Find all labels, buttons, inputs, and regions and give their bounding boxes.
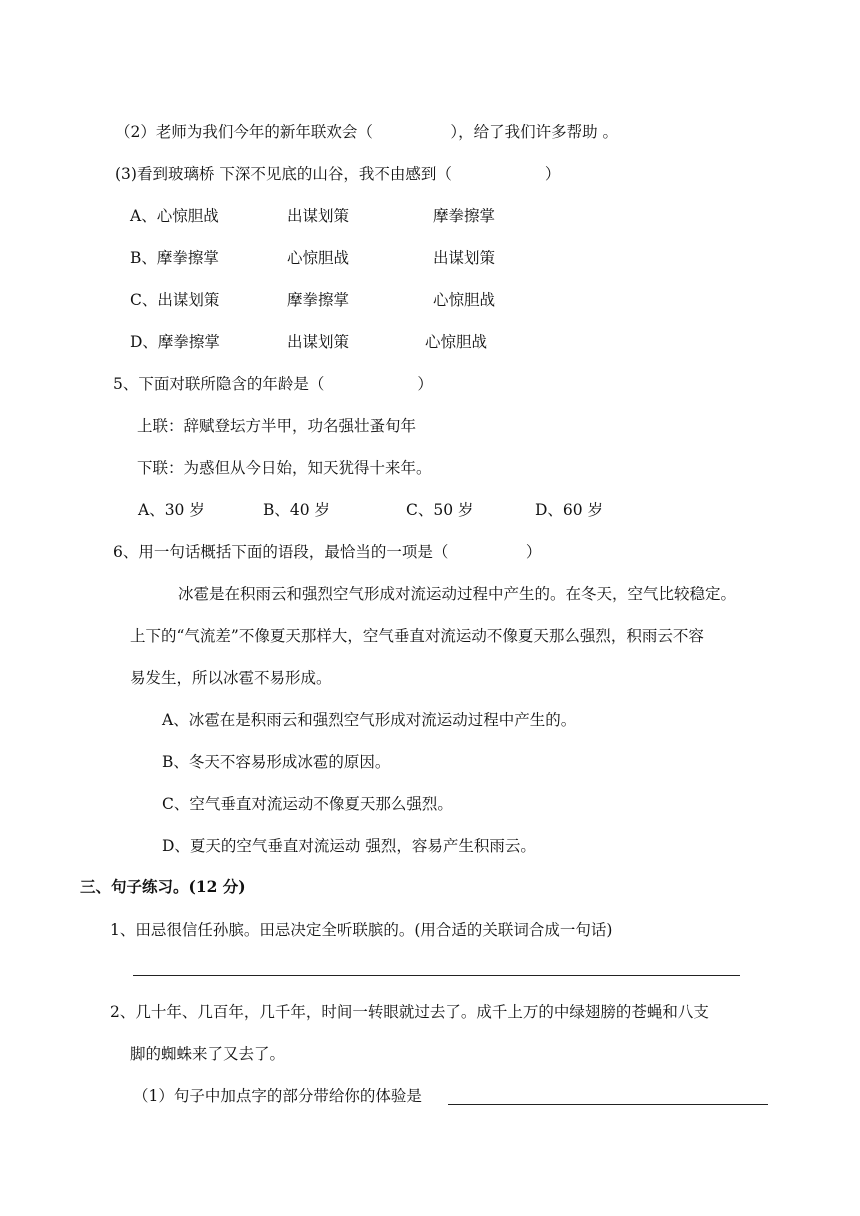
question-4-2: （2）老师为我们今年的新年联欢会（ ），给了我们许多帮助 。 xyxy=(115,123,619,141)
answer-line-2 xyxy=(448,1104,768,1105)
summary-option-d: D、夏天的空气垂直对流运动 强烈，容易产生积雨云。 xyxy=(162,837,536,855)
passage-line-3: 易发生，所以冰雹不易形成。 xyxy=(130,669,332,687)
couplet-lower: 下联：为惑但从今日始，知天犹得十来年。 xyxy=(137,459,432,477)
option-c-2: 摩拳擦掌 xyxy=(287,291,350,309)
age-option-b: B、40 岁 xyxy=(263,501,331,519)
age-option-d: D、60 岁 xyxy=(535,501,604,519)
option-b-1: B、摩拳擦掌 xyxy=(130,249,219,267)
option-a-1: A、心惊胆战 xyxy=(130,207,219,225)
age-option-a: A、30 岁 xyxy=(138,501,205,519)
summary-option-c: C、空气垂直对流运动不像夏天那么强烈。 xyxy=(162,795,453,813)
option-c-1: C、出谋划策 xyxy=(130,291,220,309)
option-a-3: 摩拳擦掌 xyxy=(433,207,496,225)
age-option-c: C、50 岁 xyxy=(406,501,474,519)
option-b-3: 出谋划策 xyxy=(433,249,496,267)
couplet-upper: 上联：辞赋登坛方半甲，功名强壮蚤旬年 xyxy=(137,417,417,435)
option-d-1: D、摩拳擦掌 xyxy=(130,333,220,351)
option-d-2: 出谋划策 xyxy=(287,333,350,351)
section-3-heading: 三、句子练习。(12 分) xyxy=(80,877,246,896)
option-a-2: 出谋划策 xyxy=(287,207,350,225)
question-5: 5、下面对联所隐含的年龄是（ ） xyxy=(113,375,433,393)
sentence-question-2-cont: 脚的蜘蛛来了又去了。 xyxy=(130,1045,286,1063)
option-b-2: 心惊胆战 xyxy=(287,249,350,267)
sentence-question-1: 1、田忌很信任孙膑。田忌决定全听联膑的。(用合适的关联词合成一句话) xyxy=(110,921,613,939)
question-4-3: (3)看到玻璃桥 下深不见底的山谷，我不由感到（ ） xyxy=(115,165,561,183)
summary-option-a: A、冰雹在是积雨云和强烈空气形成对流运动过程中产生的。 xyxy=(162,711,577,729)
question-6: 6、用一句话概括下面的语段，最恰当的一项是（ ） xyxy=(113,543,542,561)
summary-option-b: B、冬天不容易形成冰雹的原因。 xyxy=(162,753,391,771)
answer-line-1 xyxy=(133,975,740,976)
passage-line-2: 上下的“气流差”不像夏天那样大，空气垂直对流运动不像夏天那么强烈，积雨云不容 xyxy=(130,627,704,645)
sentence-question-2: 2、几十年、几百年，几千年，时间一转眼就过去了。成千上万的中绿翅膀的苍蝇和八支 xyxy=(110,1003,709,1021)
passage-line-1: 冰雹是在积雨云和强烈空气形成对流运动过程中产生的。在冬天，空气比较稳定。 xyxy=(178,585,737,603)
option-c-3: 心惊胆战 xyxy=(433,291,496,309)
sentence-question-2-1: （1）句子中加点字的部分带给你的体验是 xyxy=(133,1087,422,1105)
option-d-3: 心惊胆战 xyxy=(425,333,488,351)
